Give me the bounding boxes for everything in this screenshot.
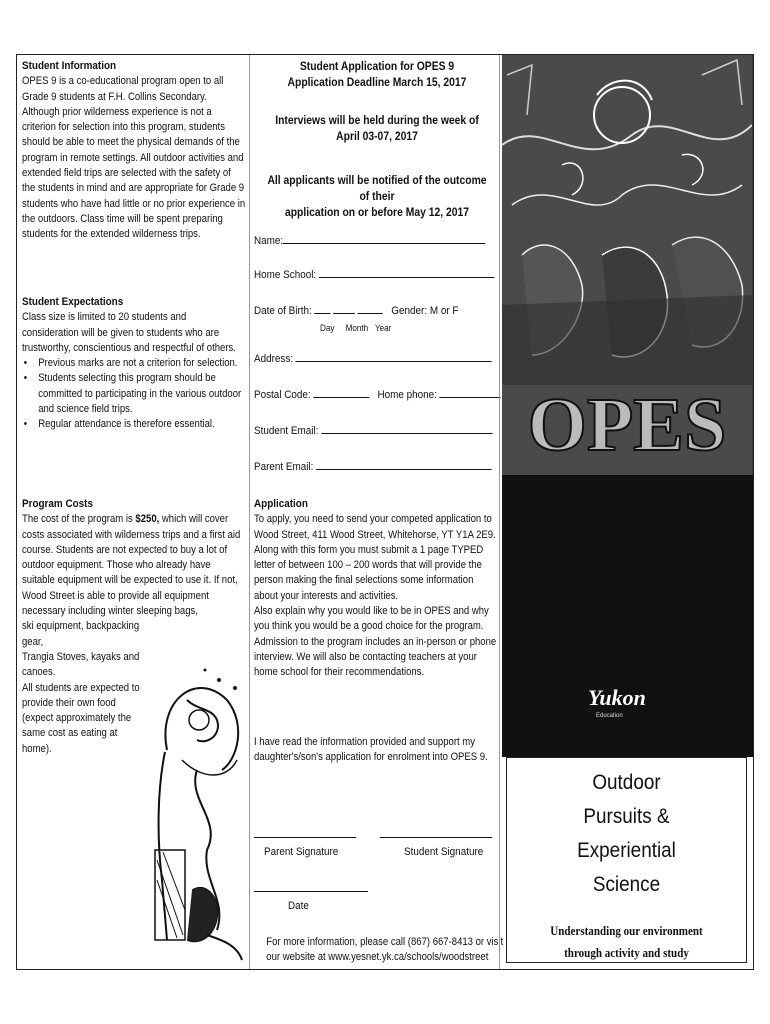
cover-photo: [502, 55, 753, 475]
name-label: Name:: [254, 235, 284, 247]
dob-field[interactable]: [254, 303, 475, 318]
application-body: To apply, you need to send your competed application to Wood Street, 411 Wood Street, Whitehorse, YT Y1A 2E9. Along with this form you must submit a 1 page TYPED letter of between 100 – 200 words that will provide the person making the final selections some information about your interests and activities.: [254, 513, 496, 602]
parent-email-field[interactable]: [254, 459, 475, 474]
student-email-field[interactable]: [254, 423, 475, 438]
application-body-2: Also explain why you would like to be in OPES and why you think you would be a good choice for the program. Admission to the program includes an in-person or phone interview. We will also be contacting teachers at your home school for their recommendations.: [254, 605, 497, 679]
home-school-label: Home School:: [254, 269, 317, 281]
home-phone-label: Home phone:: [377, 389, 437, 401]
student-information-heading: Student Information: [22, 60, 117, 72]
expectation-item: • Students selecting this program should be committed to participating in the various outdoor and science field trips.: [35, 371, 246, 417]
yukon-logo: Yukon: [588, 685, 646, 710]
parent-email-label: Parent Email:: [254, 461, 314, 473]
contact-line-2: our website at www.yesnet.yk.ca/schools/woodstreet: [266, 951, 489, 963]
yukon-education-label: Education: [596, 713, 623, 719]
cover-photo-art: [502, 55, 752, 475]
application-deadline: Application Deadline March 15, 2017: [287, 77, 467, 89]
address-field[interactable]: [254, 351, 475, 366]
date-label: Date: [288, 900, 309, 912]
expectations-list: [22, 356, 245, 432]
cost-line: ski equipment, backpacking gear,: [22, 620, 140, 648]
student-email-label: Student Email:: [254, 425, 319, 437]
application-title: Student Application for OPES 9: [299, 61, 455, 73]
consent-section: [254, 735, 500, 766]
postal-phone-field[interactable]: [254, 387, 475, 402]
student-expectations-heading: Student Expectations: [22, 296, 124, 308]
notify-date: application on or before May 12, 2017: [284, 207, 470, 219]
cost-line: canoes.: [22, 666, 56, 679]
info-column: [17, 55, 249, 969]
cost-line: All students are expected to: [22, 681, 140, 694]
contact-section: [254, 935, 504, 965]
interviews-dates: April 03-07, 2017: [336, 131, 418, 143]
student-expectations-section: [22, 295, 270, 433]
program-costs-heading: Program Costs: [22, 498, 93, 510]
cost-text-pre: The cost of the program is: [22, 513, 136, 526]
opes-logo-text: OPES: [527, 383, 727, 467]
cover-column: [499, 55, 753, 969]
cost-line: provide their own food: [22, 696, 116, 709]
parent-email-input-line[interactable]: [316, 459, 492, 470]
address-label: Address:: [254, 353, 294, 365]
title-line: Experiential: [577, 839, 676, 862]
parent-signature-line[interactable]: [254, 827, 356, 838]
cost-line: home).: [22, 742, 52, 755]
cover-subtitle: [525, 920, 728, 964]
gender-label: Gender: M or F: [391, 305, 459, 317]
home-school-field[interactable]: [254, 267, 475, 282]
cost-line: (expect approximately the: [22, 712, 132, 725]
expectation-item: • Previous marks are not a criterion for selection.: [35, 356, 246, 371]
name-field[interactable]: [254, 233, 475, 248]
address-input-line[interactable]: [296, 351, 492, 362]
program-costs-body: [22, 512, 245, 619]
student-signature-line[interactable]: [380, 827, 492, 838]
subtitle-line: Understanding our environment: [550, 923, 703, 938]
parent-signature-label: Parent Signature: [264, 846, 339, 858]
name-input-line[interactable]: [283, 233, 486, 244]
dob-day-line[interactable]: [315, 303, 331, 314]
title-line: Science: [592, 873, 661, 896]
consent-text: I have read the information provided and support my daughter's/son's application for enrolment into OPES 9.: [254, 736, 488, 764]
date-line[interactable]: [254, 881, 368, 892]
cost-line: Trangia Stoves, kayaks and: [22, 650, 140, 663]
postal-code-label: Postal Code:: [254, 389, 311, 401]
cost-line: same cost as eating at: [22, 727, 118, 740]
month-label: Month: [345, 323, 369, 333]
year-label: Year: [374, 323, 392, 333]
backpacker-illustration: [127, 640, 247, 965]
cover-title: [519, 766, 734, 902]
dob-label: Date of Birth:: [254, 305, 312, 317]
contact-line-1: For more information, please call (867) 667-8413 or visit: [266, 936, 504, 948]
cover-title-box: [506, 757, 747, 963]
application-section: [254, 497, 500, 681]
dob-year-line[interactable]: [358, 303, 383, 314]
home-school-input-line[interactable]: [319, 267, 495, 278]
application-heading: Application: [254, 498, 308, 510]
cover-dark-panel: [502, 475, 753, 757]
dob-month-line[interactable]: [333, 303, 355, 314]
notify-line: All applicants will be notified of the outcome of their: [267, 175, 487, 203]
cost-text-post: which will cover costs associated with wilderness trips and a first aid course. Students are not expected to buy a lot of outdoor equipment. Those who already have suitable equipment will be expected to use it. If not, Wood Street is able to provide all equipment necessary including winter sleeping bags,: [22, 513, 241, 618]
title-line: Outdoor: [592, 771, 661, 794]
student-information-body: OPES 9 is a co-educational program open to all Grade 9 students at F.H. Collins Secondary. Although prior wilderness experience is not a criterion for selection into this program, students should be able to meet the physical demands of the program in remote settings. All outdoor activities and extended field trips are selected with the safety of the students in mind and are appropriate for Grade 9 students who have had little or no prior experience in the outdoors. Class time will be spent preparing students for the extended wilderness trips.: [22, 75, 246, 241]
application-column: [249, 55, 504, 969]
expectation-item: • Regular attendance is therefore essential.: [35, 417, 246, 432]
postal-code-input-line[interactable]: [313, 387, 369, 398]
interviews-line: Interviews will be held during the week of: [275, 115, 479, 127]
student-expectations-body: Class size is limited to 20 students and consideration will be given to students who are trustworthy, conscientious and respectful of others.: [22, 311, 236, 354]
home-phone-input-line[interactable]: [440, 387, 501, 398]
student-email-input-line[interactable]: [321, 423, 492, 434]
subtitle-line: through activity and study: [564, 945, 689, 960]
day-label: Day: [320, 323, 335, 333]
brochure-page: [16, 54, 754, 970]
title-line: Pursuits &: [583, 805, 670, 828]
student-information-section: [22, 59, 270, 243]
student-signature-label: Student Signature: [404, 846, 484, 858]
cost-amount: $250,: [135, 513, 160, 526]
